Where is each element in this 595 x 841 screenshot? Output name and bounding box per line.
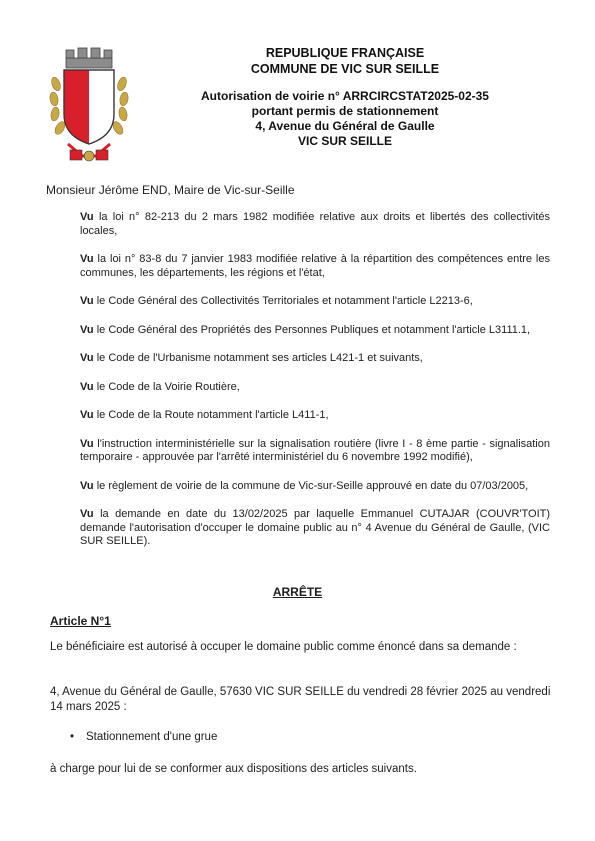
vu-clause	[80, 324, 550, 338]
vu-keyword: Vu	[80, 323, 94, 336]
vu-clause-text: la loi n° 83-8 du 7 janvier 1983 modifiée relative à la répartition des compétences entre les communes, les départements, les régions et l'état,	[80, 253, 550, 279]
list-item	[70, 730, 217, 745]
list-item-text: Stationnement d'une grue	[86, 731, 218, 743]
medal-ribbon-icon	[68, 144, 110, 161]
vu-clause-text: le Code Général des Propriétés des Personnes Publiques et notamment l'article L3111.1,	[96, 323, 531, 336]
vu-clause	[80, 211, 550, 238]
authorization-subject: portant permis de stationnement	[251, 104, 439, 118]
article-paragraph-3: à charge pour lui de se conformer aux dispositions des articles suivants.	[50, 763, 417, 775]
mayor-line: Monsieur Jérôme END, Maire de Vic-sur-Seille	[46, 183, 295, 197]
vu-keyword: Vu	[80, 508, 94, 520]
vu-clause	[80, 508, 550, 549]
coat-of-arms-logo	[46, 44, 132, 164]
vu-clause-text: la demande en date du 13/02/2025 par laquelle Emmanuel CUTAJAR (COUVR'TOIT) demande l'autorisation d'occuper le domaine public au n° 4 Avenue du Général de Gaulle, (VIC SUR SEILLE).	[80, 508, 551, 547]
vu-keyword: Vu	[80, 479, 94, 492]
authorization-address: 4, Avenue du Général de Gaulle	[255, 119, 435, 133]
vu-keyword: Vu	[80, 295, 94, 307]
republic-title: REPUBLIQUE FRANÇAISE	[265, 46, 425, 60]
document-header	[140, 45, 550, 149]
article-title: Article N°1	[50, 614, 111, 628]
vu-keyword: Vu	[80, 437, 94, 450]
vu-clause	[80, 409, 550, 423]
vu-keyword: Vu	[80, 352, 94, 364]
vu-clause	[80, 295, 550, 309]
vu-clause	[80, 352, 550, 366]
arrete-heading: ARRÊTE	[272, 585, 323, 599]
article-paragraph-1: Le bénéficiaire est autorisé à occuper le domaine public comme énoncé dans sa demande :	[50, 641, 517, 653]
vu-keyword: Vu	[80, 380, 94, 393]
article-paragraph-2: 4, Avenue du Général de Gaulle, 57630 VIC SUR SEILLE du vendredi 28 février 2025 au vendredi 14 mars 2025 :	[50, 686, 551, 713]
vu-clause	[80, 438, 550, 465]
bullet-icon: •	[70, 731, 75, 743]
vu-keyword: Vu	[80, 211, 94, 223]
shield-icon	[64, 70, 114, 144]
vu-clause-text: le règlement de voirie de la commune de Vic-sur-Seille approuvé en date du 07/03/2005,	[96, 479, 529, 492]
vu-keyword: Vu	[80, 409, 94, 421]
commune-title: COMMUNE DE VIC SUR SEILLE	[250, 62, 440, 76]
mural-crown-icon	[66, 48, 112, 68]
vu-clause-text: le Code Général des Collectivités Territoriales et notamment l'article L2213-6,	[96, 295, 473, 307]
vu-clauses	[80, 211, 550, 564]
authorization-number: Autorisation de voirie n° ARRCIRCSTAT2025-02-35	[201, 89, 489, 103]
vu-clause	[80, 480, 550, 494]
authorization-city: VIC SUR SEILLE	[297, 134, 392, 148]
vu-clause-text: le Code de l'Urbanisme notamment ses articles L421-1 et suivants,	[96, 352, 423, 364]
vu-clause-text: la loi n° 82-213 du 2 mars 1982 modifiée relative aux droits et libertés des collectivités locales,	[80, 211, 550, 237]
vu-keyword: Vu	[80, 253, 94, 265]
vu-clause-text: l'instruction interministérielle sur la signalisation routière (livre I - 8 ème partie - signalisation temporaire - approuvée par l'arrêté interministériel du 6 novembre 1992 modifié),	[80, 437, 550, 463]
vu-clause-text: le Code de la Voirie Routière,	[96, 380, 240, 393]
vu-clause-text: le Code de la Route notamment l'article L411-1,	[96, 409, 329, 421]
vu-clause	[80, 253, 550, 280]
vu-clause	[80, 381, 550, 395]
